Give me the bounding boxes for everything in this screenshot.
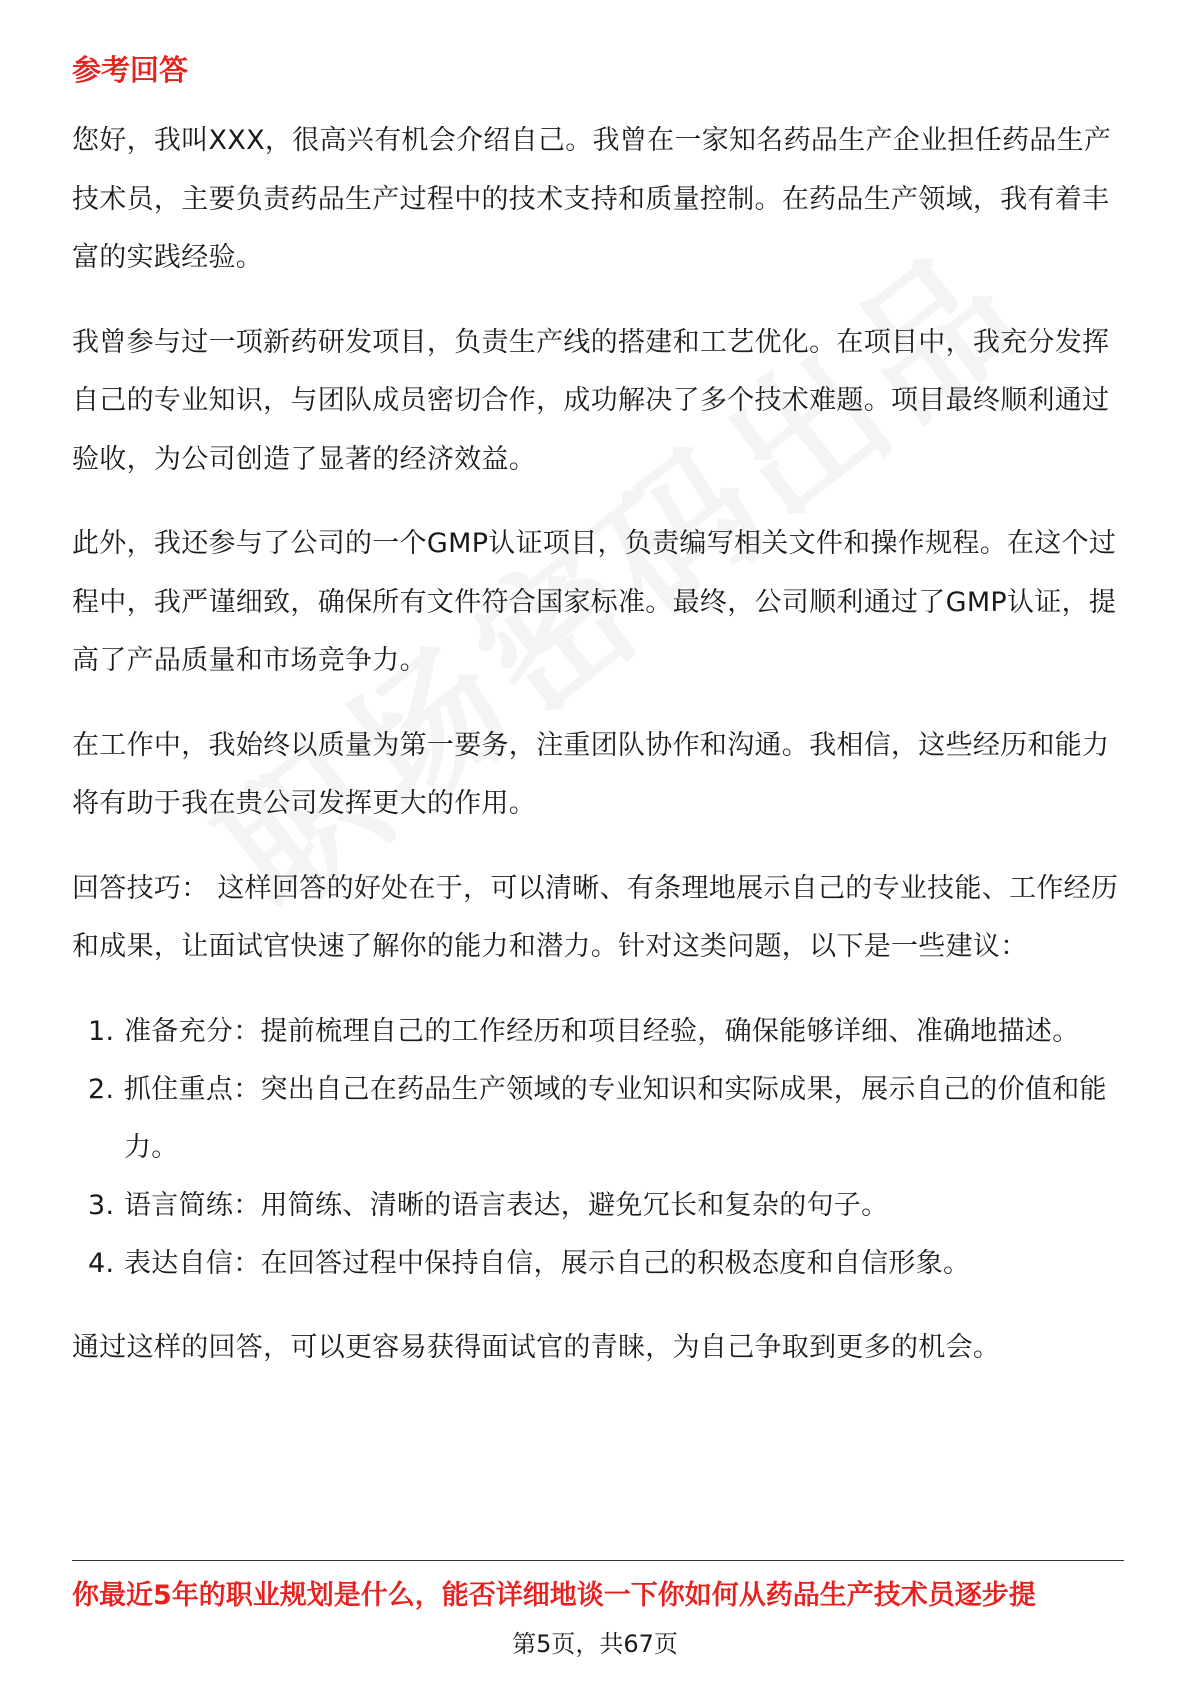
answer-paragraph-1: 您好，我叫XXX，很高兴有机会介绍自己。我曾在一家知名药品生产企业担任药品生产技术员，主要负责药品生产过程中的技术支持和质量控制。在药品生产领域，我有着丰富的实践经验。 <box>72 125 1112 273</box>
tips-list <box>72 1003 1127 1293</box>
tips-intro: 回答技巧： 这样回答的好处在于，可以清晰、有条理地展示自己的专业技能、工作经历和成果，让面试官快速了解你的能力和潜力。针对这类问题，以下是一些建议： <box>72 872 1119 962</box>
list-item <box>72 1061 1127 1177</box>
closing-paragraph: 通过这样的回答，可以更容易获得面试官的青睐，为自己争取到更多的机会。 <box>72 1331 1001 1363</box>
main-content <box>72 50 1127 1377</box>
list-item-number: 1. <box>88 1015 115 1047</box>
list-item-number: 3. <box>88 1189 115 1221</box>
answer-paragraph-4: 在工作中，我始终以质量为第一要务，注重团队协作和沟通。我相信，这些经历和能力将有助于我在贵公司发挥更大的作用。 <box>72 729 1110 819</box>
list-item-text: 表达自信：在回答过程中保持自信，展示自己的积极态度和自信形象。 <box>124 1247 971 1279</box>
list-item <box>72 1177 1127 1235</box>
answer-paragraph-2: 我曾参与过一项新药研发项目，负责生产线的搭建和工艺优化。在项目中，我充分发挥自己的专业知识，与团队成员密切合作，成功解决了多个技术难题。项目最终顺利通过验收，为公司创造了显著的经济效益。 <box>72 326 1110 475</box>
list-item <box>72 1003 1127 1061</box>
list-item-text: 准备充分：提前梳理自己的工作经历和项目经验，确保能够详细、准确地描述。 <box>124 1015 1080 1047</box>
page-number: 第5页，共67页 <box>512 1630 678 1658</box>
next-question-heading: 你最近5年的职业规划是什么，能否详细地谈一下你如何从药品生产技术员逐步提 <box>72 1580 1036 1611</box>
list-item <box>72 1235 1127 1293</box>
list-item-number: 2. <box>88 1073 115 1105</box>
divider <box>72 1560 1124 1561</box>
list-item-text: 抓住重点：突出自己在药品生产领域的专业知识和实际成果，展示自己的价值和能力。 <box>124 1073 1107 1163</box>
list-item-text: 语言简练：用简练、清晰的语言表达，避免冗长和复杂的句子。 <box>124 1189 889 1221</box>
section-title: 参考回答 <box>72 53 189 87</box>
list-item-number: 4. <box>88 1247 115 1279</box>
answer-paragraph-3: 此外，我还参与了公司的一个GMP认证项目，负责编写相关文件和操作规程。在这个过程中，我严谨细致，确保所有文件符合国家标准。最终，公司顺利通过了GMP认证，提高了产品质量和市场竞争力。 <box>72 528 1117 676</box>
